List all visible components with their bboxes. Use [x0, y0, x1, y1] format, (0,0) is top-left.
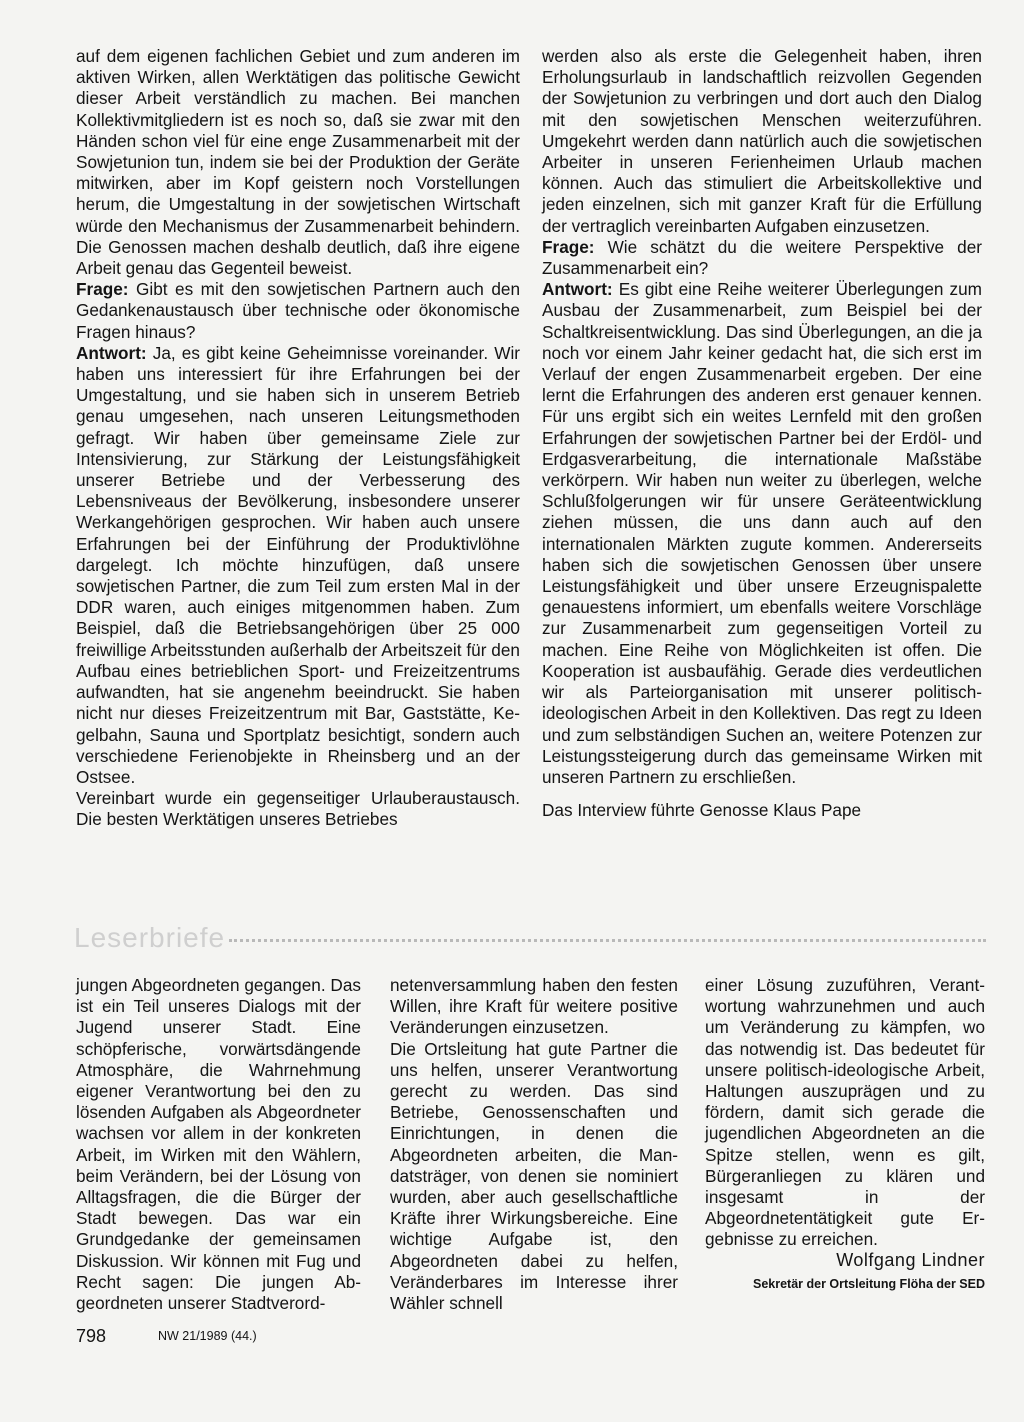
letter-paragraph: netenversammlung haben den festen Willen, ihre Kraft für weitere positive Veränderungen einzusetzen. [390, 975, 678, 1038]
interview-column-left [76, 46, 520, 831]
interview-column-right [542, 46, 982, 821]
question-text: Gibt es mit den sowjetischen Partnern auch den Gedankenaustausch über technische oder ökonomische Fragen hinaus? [76, 279, 520, 342]
interview-question [542, 237, 982, 279]
letter-column-2 [390, 975, 678, 1314]
answer-label: Antwort: [76, 342, 147, 363]
page-number: 798 [76, 1326, 107, 1346]
interview-answer [76, 343, 520, 788]
answer-text: Es gibt eine Reihe weiterer Überlegungen zum Ausbau der Zusammenarbeit, zum Beispiel bei der Schaltkreisentwicklung. Das sind Überlegungen, an die ja noch vor einem Jahr keiner gedacht hat, die sich erst im Verlauf der engen Zusammenarbeit ergeben. Der eine lernt die Erfahrungen des anderen erst genauer kennen. Für uns ergibt sich ein weites Lernfeld mit den großen Erfahrungen der sowjetischen Partner bei der Erdöl- und Erdgasverarbeitung, die internationale Maßstäbe verkörpern. Wir haben nun weiter zu überlegen, welche Schlußfolgerungen wir für unsere Geräteentwicklung ziehen müssen, die uns dann auch auf den internationalen Märkten zugute kommen. Andererseits haben sich die sowjetischen Genossen über unsere Leistungsfähigkeit und über unsere Erzeugnispalette genauestens informiert, um ebenfalls weitere Vorschläge zur Zusammenarbeit zum gegenseitigen Vorteil zu machen. Eine Reihe von Möglichkeiten ist offen. Die Kooperation ist ausbaufähig. Gerade dies verdeutlichen wir als Parteiorganisation mit unserer politisch-ideologischen Arbeit in den Kollektiven. Das regt zu Ideen und zum selbständigen Suchen an, weitere Potenzen zur Leistungssteigerung durch das gemeinsame Wirken mit unseren Partnern zu erschließen. [542, 279, 982, 787]
interview-paragraph: Vereinbart wurde ein gegenseitiger Urlauberaustausch. Die besten Werktätigen unseres Betriebes [76, 788, 520, 830]
question-label: Frage: [76, 279, 129, 300]
answer-text: Ja, es gibt keine Geheimnisse voreinander. Wir haben uns interessiert für ihre Erfahrungen bei der Umgestaltung, und sie haben sich in unserem Betrieb genau umgesehen, nach unseren Leitungsmethoden gefragt. Wir haben über gemeinsame Ziele zur Intensivierung, zur Stärkung der Leistungsfähigkeit unserer Betriebe und der Verbesserung des Lebensniveaus der Bevölkerung, insbesondere unserer Werkangehörigen gesprochen. Wir haben auch unsere Erfahrungen bei der Einführung der Produktivlöhne dargelegt. Ich möchte hinzufügen, daß unsere sowjetischen Partner, die zum Teil zum ersten Mal in der DDR waren, auch einiges mitgenommen haben. Zum Beispiel, daß die Betriebsangehörigen über 25 000 freiwillige Arbeitsstunden außerhalb der Arbeitszeit für den Aufbau eines betrieblichen Sport- und Freizeitzentrums aufwandten, hat sie angenehm beeindruckt. Sie haben nicht nur dieses Freizeitzentrum mit Bar, Gaststätte, Kegelbahn, Sauna und Sportplatz besichtigt, sondern auch verschiedene Ferienobjekte in Rheinsberg und an der Ostsee. [76, 342, 520, 787]
issue-reference: NW 21/1989 (44.) [158, 1329, 257, 1343]
author-role: Sekretär der Ortsleitung Flöha der SED [752, 1277, 985, 1291]
interview-paragraph: werden also als erste die Gelegenheit haben, ihren Erholungsurlaub in landschaftlich reizvollen Gegenden der Sowjetunion zu verbringen und dort auch den Dialog mit den sowjetischen Menschen weiterzuführen. Umgekehrt werden dann natürlich auch die sowjetischen Arbeiter in unseren Ferienheimen Urlaub machen können. Auch das stimuliert die Arbeitskollektive und jeden einzelnen, sich mit ganzer Kraft für die Erfüllung der vertraglich vereinbarten Aufgaben einzusetzen. [542, 46, 982, 236]
letter-paragraph: jungen Abgeordneten gegangen. Das ist ein Teil unseres Dialogs mit der Jugend unserer Stadt. Eine schöpferische, vorwärtsdängende Atmosphäre, die Wahrnehmung eigener Verantwortung bei den zu lösenden Aufgaben als Abgeordneter wachsen vor allem in der konkreten Arbeit, im Wirken mit den Wählern, beim Verändern, bei der Lösung von Alltagsfragen, die die Bürger der Stadt bewegen. Das war ein Grundgedanke der gemeinsamen Diskussion. Wir können mit Fug und Recht sagen: Die jungen Abgeordneten unserer Stadtverord- [76, 975, 361, 1314]
question-label: Frage: [542, 236, 595, 257]
author-name: Wolfgang Lindner [836, 1250, 985, 1270]
question-text: Wie schätzt du die weitere Perspektive der Zusammenarbeit ein? [542, 236, 982, 279]
letter-paragraph: einer Lösung zuzuführen, Verantwortung wahrzunehmen und auch um Veränderung zu kämpfen, wo das notwendig ist. Das bedeutet für unsere politisch-ideologische Arbeit, Haltungen auszuprägen und zu fördern, damit sich gerade die jugendlichen Abgeordneten an die Spitze stellen, wenn es gilt, Bürgeranliegen zu klären und insgesamt in der Abgeordnetentätigkeit gute Ergebnisse zu erreichen. [705, 975, 985, 1250]
letter-paragraph: Die Ortsleitung hat gute Partner die uns helfen, unserer Verantwortung gerecht zu werden. Das sind Betriebe, Genossenschaften und Einrichtungen, in denen die Abgeordneten arbeiten, die Mandatsträger, von denen sie nominiert wurden, aber auch gesellschaftliche Kräfte ihrer Wirkungsbereiche. Eine wichtige Aufgabe ist, den Abgeordneten dabei zu helfen, Veränderbares im Interesse ihrer Wähler schnell [390, 1038, 678, 1314]
letter-column-1 [76, 975, 361, 1314]
interview-question [76, 279, 520, 343]
section-header [74, 922, 986, 956]
section-title: Leserbriefe [74, 922, 226, 953]
answer-label: Antwort: [542, 279, 613, 300]
interview-credit: Das Interview führte Genosse Klaus Pape [542, 800, 862, 821]
letter-column-3 [705, 975, 985, 1251]
interview-paragraph: auf dem eigenen fachlichen Gebiet und zum anderen im aktiven Wirken, allen Werktätigen das politische Gewicht dieser Arbeit verständlich zu machen. Bei manchen Kollektivmitgliedern ist es noch so, daß sie zwar mit den Händen schon viel für eine enge Zusammenarbeit mit der Sowjetunion tun, indem sie bei der Produktion der Geräte mitwirken, aber im Kopf geistern noch Vorstellungen herum, die Umgestaltung in der sowjetischen Wirtschaft würde den Mechanismus der Zusammenarbeit behindern. Die Genossen machen deshalb deutlich, daß ihre eigene Arbeit genau das Gegenteil beweist. [76, 46, 520, 279]
interview-answer [542, 279, 982, 788]
section-divider [229, 939, 986, 942]
